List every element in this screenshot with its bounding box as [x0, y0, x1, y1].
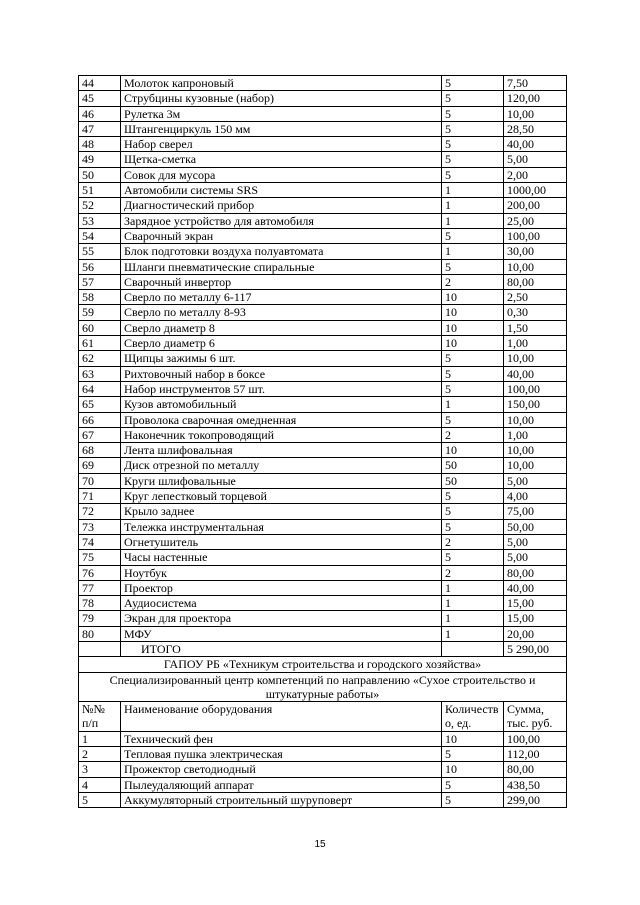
table-row — [79, 762, 567, 777]
total-row — [79, 641, 567, 656]
table-row — [79, 381, 567, 396]
item-quantity: 10 — [442, 305, 504, 320]
item-quantity: 50 — [442, 473, 504, 488]
item-quantity: 5 — [442, 489, 504, 504]
table-row — [79, 244, 567, 259]
item-name: Набор сверел — [121, 137, 442, 152]
table-row — [79, 580, 567, 595]
item-name: Проектор — [121, 580, 442, 595]
item-sum: 10,00 — [504, 106, 567, 121]
item-sum: 200,00 — [504, 198, 567, 213]
header-row — [79, 702, 567, 732]
row-number: 64 — [79, 381, 121, 396]
item-name: Сверло по металлу 8-93 — [121, 305, 442, 320]
item-sum: 2,00 — [504, 167, 567, 182]
center-title-row — [79, 672, 567, 702]
item-sum: 5,00 — [504, 550, 567, 565]
table-row — [79, 792, 567, 807]
item-sum: 25,00 — [504, 213, 567, 228]
item-name: Штангенциркуль 150 мм — [121, 121, 442, 136]
row-number: 61 — [79, 336, 121, 351]
item-quantity: 1 — [442, 183, 504, 198]
row-number: 45 — [79, 91, 121, 106]
item-name: Сварочный экран — [121, 228, 442, 243]
item-quantity: 1 — [442, 397, 504, 412]
item-sum: 112,00 — [504, 747, 567, 762]
item-name: Диск отрезной по металлу — [121, 458, 442, 473]
row-number: 44 — [79, 76, 121, 91]
table-row — [79, 550, 567, 565]
row-number: 62 — [79, 351, 121, 366]
item-sum: 10,00 — [504, 259, 567, 274]
item-quantity: 2 — [442, 427, 504, 442]
row-number: 46 — [79, 106, 121, 121]
table-row — [79, 412, 567, 427]
item-name: Молоток капроновый — [121, 76, 442, 91]
table-row — [79, 198, 567, 213]
row-number: 59 — [79, 305, 121, 320]
item-name: Пылеудаляющий аппарат — [121, 777, 442, 792]
item-name: Круги шлифовальные — [121, 473, 442, 488]
item-name: Набор инструментов 57 шт. — [121, 381, 442, 396]
item-sum: 4,00 — [504, 489, 567, 504]
total-sum: 5 290,00 — [504, 641, 567, 656]
item-sum: 100,00 — [504, 731, 567, 746]
center-equipment-rows — [79, 731, 567, 807]
table-row — [79, 731, 567, 746]
total-label: ИТОГО — [121, 641, 442, 656]
item-quantity: 5 — [442, 366, 504, 381]
item-quantity: 5 — [442, 792, 504, 807]
row-number: 55 — [79, 244, 121, 259]
item-quantity: 1 — [442, 580, 504, 595]
table-row — [79, 611, 567, 626]
item-sum: 120,00 — [504, 91, 567, 106]
table-row — [79, 320, 567, 335]
row-number: 52 — [79, 198, 121, 213]
item-name: Рихтовочный набор в боксе — [121, 366, 442, 381]
table-row — [79, 137, 567, 152]
item-name: Аудиосистема — [121, 596, 442, 611]
row-number: 60 — [79, 320, 121, 335]
item-quantity: 2 — [442, 534, 504, 549]
row-number: 65 — [79, 397, 121, 412]
row-number: 47 — [79, 121, 121, 136]
table-row — [79, 489, 567, 504]
item-name: МФУ — [121, 626, 442, 641]
item-quantity: 10 — [442, 443, 504, 458]
item-sum: 299,00 — [504, 792, 567, 807]
item-sum: 438,50 — [504, 777, 567, 792]
table-row — [79, 626, 567, 641]
row-number: 56 — [79, 259, 121, 274]
item-quantity: 10 — [442, 336, 504, 351]
table-row — [79, 443, 567, 458]
row-number: 70 — [79, 473, 121, 488]
item-name: Рулетка 3м — [121, 106, 442, 121]
item-name: Крыло заднее — [121, 504, 442, 519]
total-qty-cell — [442, 641, 504, 656]
item-sum: 150,00 — [504, 397, 567, 412]
row-number: 73 — [79, 519, 121, 534]
table-row — [79, 305, 567, 320]
item-quantity: 5 — [442, 519, 504, 534]
row-number: 2 — [79, 747, 121, 762]
item-sum: 15,00 — [504, 611, 567, 626]
item-quantity: 5 — [442, 259, 504, 274]
item-name: Сверло диаметр 6 — [121, 336, 442, 351]
item-sum: 0,30 — [504, 305, 567, 320]
item-quantity: 5 — [442, 137, 504, 152]
item-sum: 1,50 — [504, 320, 567, 335]
item-sum: 2,50 — [504, 290, 567, 305]
row-number: 3 — [79, 762, 121, 777]
item-name: Автомобили системы SRS — [121, 183, 442, 198]
header-num: №№ п/п — [79, 702, 121, 732]
item-name: Круг лепестковый торцевой — [121, 489, 442, 504]
item-quantity: 5 — [442, 351, 504, 366]
item-quantity: 5 — [442, 504, 504, 519]
table-row — [79, 106, 567, 121]
table-row — [79, 213, 567, 228]
item-name: Сварочный инвертор — [121, 274, 442, 289]
row-number: 72 — [79, 504, 121, 519]
table-row — [79, 596, 567, 611]
item-quantity: 10 — [442, 320, 504, 335]
table-row — [79, 228, 567, 243]
item-quantity: 1 — [442, 626, 504, 641]
item-name: Совок для мусора — [121, 167, 442, 182]
row-number: 75 — [79, 550, 121, 565]
item-name: Сверло диаметр 8 — [121, 320, 442, 335]
center-title: Специализированный центр компетенций по направлению «Сухое строительство и штукатурные работы» — [79, 672, 567, 702]
item-sum: 10,00 — [504, 351, 567, 366]
item-sum: 80,00 — [504, 274, 567, 289]
item-name: Тепловая пушка электрическая — [121, 747, 442, 762]
row-number: 76 — [79, 565, 121, 580]
table-row — [79, 259, 567, 274]
header-name: Наименование оборудования — [121, 702, 442, 732]
item-sum: 5,00 — [504, 534, 567, 549]
table-row — [79, 152, 567, 167]
item-name: Сверло по металлу 6-117 — [121, 290, 442, 305]
header-qty: Количество, ед. — [442, 702, 504, 732]
item-quantity: 1 — [442, 198, 504, 213]
row-number: 58 — [79, 290, 121, 305]
item-sum: 10,00 — [504, 458, 567, 473]
table-row — [79, 565, 567, 580]
org-title-row — [79, 657, 567, 672]
item-name: Щетка-сметка — [121, 152, 442, 167]
row-number: 69 — [79, 458, 121, 473]
item-quantity: 5 — [442, 381, 504, 396]
item-name: Технический фен — [121, 731, 442, 746]
table-row — [79, 351, 567, 366]
table-row — [79, 504, 567, 519]
row-number: 51 — [79, 183, 121, 198]
item-name: Ноутбук — [121, 565, 442, 580]
item-quantity: 5 — [442, 747, 504, 762]
row-number: 53 — [79, 213, 121, 228]
item-quantity: 1 — [442, 244, 504, 259]
item-sum: 1,00 — [504, 427, 567, 442]
row-number: 78 — [79, 596, 121, 611]
row-number: 48 — [79, 137, 121, 152]
item-quantity: 2 — [442, 565, 504, 580]
row-number: 63 — [79, 366, 121, 381]
item-name: Блок подготовки воздуха полуавтомата — [121, 244, 442, 259]
row-number: 66 — [79, 412, 121, 427]
item-name: Струбцины кузовные (набор) — [121, 91, 442, 106]
item-quantity: 10 — [442, 731, 504, 746]
table-row — [79, 336, 567, 351]
item-sum: 5,00 — [504, 152, 567, 167]
row-number: 5 — [79, 792, 121, 807]
item-name: Зарядное устройство для автомобиля — [121, 213, 442, 228]
item-quantity: 2 — [442, 274, 504, 289]
item-sum: 30,00 — [504, 244, 567, 259]
row-number: 4 — [79, 777, 121, 792]
row-number: 54 — [79, 228, 121, 243]
item-quantity: 5 — [442, 91, 504, 106]
item-sum: 5,00 — [504, 473, 567, 488]
item-quantity: 10 — [442, 762, 504, 777]
table-row — [79, 519, 567, 534]
row-number: 79 — [79, 611, 121, 626]
item-sum: 40,00 — [504, 366, 567, 381]
item-quantity: 5 — [442, 106, 504, 121]
item-name: Кузов автомобильный — [121, 397, 442, 412]
row-number: 77 — [79, 580, 121, 595]
item-sum: 10,00 — [504, 443, 567, 458]
item-sum: 7,50 — [504, 76, 567, 91]
table-row — [79, 534, 567, 549]
row-number: 50 — [79, 167, 121, 182]
item-name: Лента шлифовальная — [121, 443, 442, 458]
equipment-rows — [79, 76, 567, 642]
item-name: Тележка инструментальная — [121, 519, 442, 534]
item-sum: 10,00 — [504, 412, 567, 427]
row-number: 74 — [79, 534, 121, 549]
item-quantity: 5 — [442, 228, 504, 243]
table-row — [79, 747, 567, 762]
item-quantity: 1 — [442, 213, 504, 228]
table-row — [79, 91, 567, 106]
table-row — [79, 167, 567, 182]
item-sum: 80,00 — [504, 762, 567, 777]
item-name: Шланги пневматические спиральные — [121, 259, 442, 274]
item-quantity: 50 — [442, 458, 504, 473]
table-row — [79, 777, 567, 792]
table-row — [79, 76, 567, 91]
item-name: Прожектор светодиодный — [121, 762, 442, 777]
item-quantity: 10 — [442, 290, 504, 305]
row-number: 49 — [79, 152, 121, 167]
item-sum: 100,00 — [504, 381, 567, 396]
item-sum: 28,50 — [504, 121, 567, 136]
item-quantity: 5 — [442, 550, 504, 565]
item-sum: 15,00 — [504, 596, 567, 611]
item-sum: 75,00 — [504, 504, 567, 519]
item-quantity: 5 — [442, 412, 504, 427]
table-row — [79, 473, 567, 488]
page-number: 15 — [314, 839, 326, 850]
row-number: 57 — [79, 274, 121, 289]
item-sum: 1,00 — [504, 336, 567, 351]
table-row — [79, 366, 567, 381]
item-quantity: 5 — [442, 167, 504, 182]
item-sum: 80,00 — [504, 565, 567, 580]
item-name: Аккумуляторный строительный шуруповерт — [121, 792, 442, 807]
item-quantity: 1 — [442, 596, 504, 611]
item-name: Диагностический прибор — [121, 198, 442, 213]
item-quantity: 5 — [442, 121, 504, 136]
item-sum: 40,00 — [504, 580, 567, 595]
row-number: 1 — [79, 731, 121, 746]
row-number: 80 — [79, 626, 121, 641]
header-sum: Сумма, тыс. руб. — [504, 702, 567, 732]
item-name: Огнетушитель — [121, 534, 442, 549]
table-row — [79, 274, 567, 289]
item-sum: 50,00 — [504, 519, 567, 534]
row-number: 68 — [79, 443, 121, 458]
total-num-cell — [79, 641, 121, 656]
item-sum: 40,00 — [504, 137, 567, 152]
item-name: Часы настенные — [121, 550, 442, 565]
row-number: 67 — [79, 427, 121, 442]
table-row — [79, 427, 567, 442]
item-name: Проволока сварочная омедненная — [121, 412, 442, 427]
item-sum: 100,00 — [504, 228, 567, 243]
item-quantity: 5 — [442, 152, 504, 167]
table-row — [79, 458, 567, 473]
row-number: 71 — [79, 489, 121, 504]
equipment-table — [78, 75, 567, 808]
item-quantity: 5 — [442, 777, 504, 792]
item-name: Экран для проектора — [121, 611, 442, 626]
item-sum: 1000,00 — [504, 183, 567, 198]
item-name: Щипцы зажимы 6 шт. — [121, 351, 442, 366]
item-quantity: 5 — [442, 76, 504, 91]
table-row — [79, 121, 567, 136]
item-name: Наконечник токопроводящий — [121, 427, 442, 442]
table-row — [79, 397, 567, 412]
table-row — [79, 183, 567, 198]
item-sum: 20,00 — [504, 626, 567, 641]
table-row — [79, 290, 567, 305]
item-quantity: 1 — [442, 611, 504, 626]
org-title: ГАПОУ РБ «Техникум строительства и городского хозяйства» — [79, 657, 567, 672]
